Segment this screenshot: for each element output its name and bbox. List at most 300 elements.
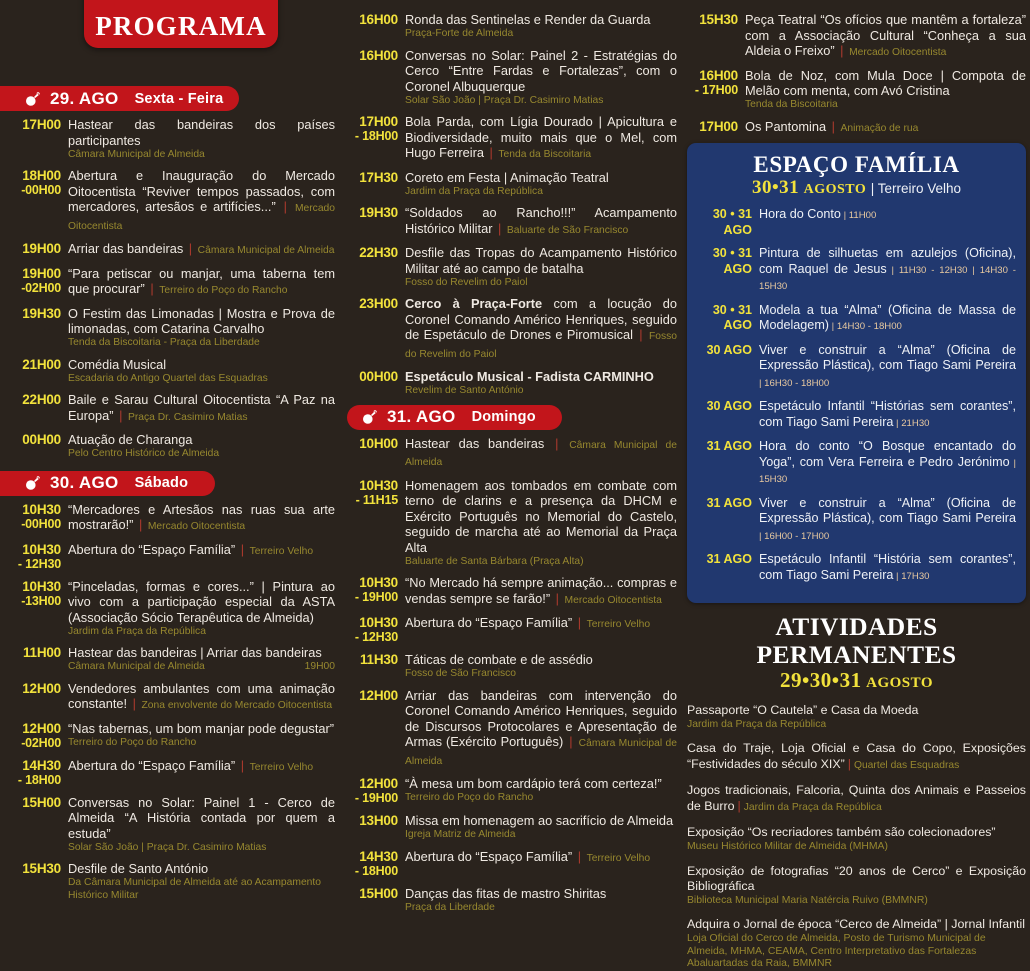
- event-item: [10, 168, 335, 234]
- espaco-familia-item-body: [759, 439, 1016, 488]
- event-body: [745, 12, 1026, 61]
- event-body: [68, 117, 335, 161]
- event-title: [405, 245, 677, 276]
- event-title: [405, 478, 677, 556]
- event-title-text: Missa em homenagem ao sacrifício de Almeida: [405, 813, 674, 828]
- event-venue-text: Baluarte de Santa Bárbara (Praça Alta): [405, 555, 584, 567]
- event-title: [405, 688, 677, 770]
- espaco-familia-item-body: [759, 246, 1016, 295]
- permanente-text-main: Adquira o Jornal de época “Cerco de Almeida” | Jornal Infantil: [687, 917, 1025, 932]
- event-title-text: Abertura do “Espaço Família”: [405, 615, 573, 630]
- events-list-continued: [347, 12, 677, 398]
- event-venue-text: Jardim da Praça da República: [68, 625, 206, 637]
- event-item: [687, 12, 1026, 61]
- espaco-familia-item-body: [759, 496, 1016, 545]
- event-item: [10, 681, 335, 714]
- event-time: 19H30: [359, 205, 398, 220]
- event-item: [347, 849, 677, 879]
- event-title-text: Abertura e Inauguração do Mercado Oitocentista “Reviver tempos passados, com mercadores, artesãos e artifícies...”: [68, 168, 335, 214]
- column-left: [0, 0, 343, 901]
- event-item: [347, 245, 677, 289]
- event-venue: [745, 99, 1026, 112]
- permanente-venue: Jardim da Praça da República: [743, 801, 882, 813]
- event-venue-text: Câmara Municipal de Almeida: [68, 148, 205, 160]
- event-body: [68, 306, 335, 350]
- permanente-item: [687, 703, 1026, 731]
- espaco-familia-item-body: [759, 303, 1016, 335]
- event-item: [10, 117, 335, 161]
- event-item: [10, 721, 335, 751]
- event-item: [10, 357, 335, 386]
- espaco-familia-item-hours: | 17H30: [893, 570, 930, 582]
- event-title-text: Baile e Sarau Cultural Oitocentista “A Paz na Europa”: [68, 392, 335, 423]
- event-title: [68, 241, 335, 259]
- event-venue-text: Terreiro do Poço do Rancho: [68, 736, 197, 748]
- event-venue-text: Pelo Centro Histórico de Almeida: [68, 448, 220, 459]
- event-time-end: - 18H00: [354, 129, 398, 143]
- espaco-familia-item: [697, 343, 1016, 392]
- permanente-item: [687, 741, 1026, 773]
- event-title-text: Abertura do “Espaço Família”: [68, 757, 236, 773]
- atividades-permanentes-title: ATIVIDADES PERMANENTES: [756, 612, 957, 669]
- event-time: 18H00 -00H00: [10, 168, 68, 198]
- day-header-29: [0, 86, 239, 111]
- event-time: 13H00: [359, 813, 398, 828]
- event-item: [347, 776, 677, 806]
- event-time: 12H00 - 19H00: [347, 776, 405, 806]
- separator-bar: |: [552, 590, 563, 606]
- espaco-familia-item-date-month: AGO: [723, 318, 752, 332]
- column-middle: [343, 0, 683, 913]
- event-venue-text: Revelim de Santo António: [405, 385, 524, 396]
- espaco-familia-item-hours: | 16H30 - 18H00: [759, 377, 830, 389]
- espaco-familia-dates: 30•31: [751, 177, 800, 198]
- event-title-text: Peça Teatral “Os ofícios que mantêm a fortaleza” com a Associação Cultural “Conheça a sua Aldeia o Freixo”: [745, 12, 1026, 58]
- event-body: [405, 652, 677, 681]
- separator-bar: |: [135, 517, 146, 532]
- event-title: [745, 12, 1026, 61]
- event-title: [68, 542, 335, 560]
- espaco-familia-item-date: 31 AGO: [706, 552, 752, 566]
- event-time: 10H30 - 12H30: [10, 542, 68, 572]
- event-venue: Zona envolvente do Mercado Oitocentista: [141, 700, 333, 711]
- event-item: [347, 205, 677, 238]
- events-list-31-continued: [687, 12, 1026, 136]
- event-item: [347, 114, 677, 163]
- event-body: [405, 615, 677, 633]
- event-venue: [405, 277, 677, 290]
- event-venue-text: Tenda da Biscoitaria - Praça da Liberdade: [68, 337, 260, 348]
- event-title-text: Danças das fitas de mastro Shiritas: [405, 885, 607, 901]
- separator-bar: |: [115, 407, 126, 423]
- event-body: [68, 392, 335, 425]
- event-venue: Mercado Oitocentista: [564, 594, 662, 606]
- event-title-text: “Para petiscar ou manjar, uma taberna tem que procurar”: [68, 265, 335, 296]
- permanente-text: [687, 703, 1026, 719]
- bomb-icon: [361, 409, 377, 425]
- event-body: [405, 478, 677, 569]
- event-time-end: - 12H30: [354, 630, 398, 644]
- espaco-familia-item-date-month: AGO: [723, 222, 752, 237]
- espaco-familia-item-text: Hora do conto “O Bosque encantado do Yoga”, com Vera Ferreira e Pedro Jerónimo: [759, 439, 1016, 469]
- event-time: 19H00: [22, 241, 61, 256]
- event-item: [10, 758, 335, 788]
- event-venue-text: Tenda da Biscoitaria: [745, 99, 838, 110]
- event-body: [68, 721, 335, 750]
- espaco-familia-item-text: Espetáculo Infantil “Histórias sem corantes”, com Tiago Sami Pereira: [759, 399, 1016, 429]
- event-title-text: “Soldados ao Rancho!!!” Acampamento Histórico Militar: [405, 205, 677, 236]
- espaco-familia-item-text: Modela a tua “Alma” (Oficina de Massa de Modelagem): [759, 302, 1016, 332]
- event-venue: [68, 448, 335, 461]
- event-title: [405, 776, 677, 792]
- event-venue: Mercado Oitocentista: [849, 47, 947, 58]
- event-time: 12H00: [22, 680, 61, 696]
- event-item: [347, 369, 677, 398]
- event-body: [405, 296, 677, 362]
- separator-bar: |: [485, 145, 497, 160]
- permanente-text: [687, 741, 1026, 773]
- event-title-text: Bola de Noz, com Mula Doce | Compota de Melão com menta, com Avó Cristina: [745, 67, 1026, 98]
- permanente-text: [687, 864, 1026, 895]
- permanente-text: [687, 825, 1026, 841]
- event-item: [10, 432, 335, 461]
- event-title-text: “No Mercado há sempre animação... compras e vendas sempre se farão!”: [405, 575, 677, 606]
- event-time-end: -00H00: [21, 516, 61, 531]
- espaco-familia-item-date: 30 AGO: [706, 399, 752, 413]
- event-title-text: O Festim das Limonadas | Mostra e Prova de limonadas, com Catarina Carvalho: [68, 305, 335, 336]
- event-venue: [405, 902, 677, 915]
- event-time: 14H30 - 18H00: [10, 758, 68, 788]
- events-list-30: [10, 502, 335, 903]
- espaco-familia-item-body: [759, 552, 1016, 584]
- permanentes-dates: 29•30•31: [779, 668, 862, 692]
- event-body: [405, 48, 677, 108]
- event-title-text: Conversas no Solar: Painel 1 - Cerco de Almeida “A História contada por quem a estuda”: [68, 794, 335, 841]
- event-title: [68, 795, 335, 842]
- event-venue: [68, 842, 335, 855]
- event-item: [10, 795, 335, 855]
- event-title: [68, 266, 335, 299]
- espaco-familia-item: [697, 246, 1016, 295]
- event-item: [347, 575, 677, 608]
- event-venue: [405, 186, 677, 199]
- permanente-venue: Biblioteca Municipal Maria Natércia Ruivo (BMMNR): [687, 894, 928, 906]
- event-title-text: Hastear das bandeiras dos países participantes: [68, 117, 335, 148]
- event-item: [347, 170, 677, 199]
- event-time: 17H00 - 18H00: [347, 114, 405, 144]
- espaco-familia-item-date: 30 • 31 AGO: [697, 303, 759, 334]
- espaco-familia-item: [697, 439, 1016, 488]
- event-title: [405, 436, 677, 471]
- event-time: 11H30: [359, 652, 398, 667]
- event-time: 21H00: [22, 356, 61, 372]
- programa-banner: [84, 0, 278, 48]
- event-item: [347, 813, 677, 842]
- event-time: 22H30: [359, 245, 398, 260]
- event-body: [68, 432, 335, 461]
- espaco-familia-item-hours: | 14H30 - 18H00: [829, 321, 902, 332]
- event-venue: [405, 829, 677, 842]
- event-body: [745, 119, 1026, 137]
- event-title-highlight: Cerco à Praça-Forte: [405, 296, 543, 311]
- event-venue: [68, 737, 335, 750]
- separator-bar: |: [574, 848, 585, 864]
- event-body: [405, 813, 677, 842]
- event-title: [405, 296, 677, 362]
- espaco-familia-item-body: [759, 207, 1016, 224]
- event-venue: Terreiro Velho: [586, 852, 651, 864]
- separator-bar: |: [574, 615, 585, 630]
- event-venue: [405, 28, 677, 41]
- permanente-text-main: Jogos tradicionais, Falcoria, Quinta dos Animais e Passeios de Burro: [687, 783, 1026, 813]
- event-title: [745, 119, 1026, 137]
- event-body: [405, 776, 677, 805]
- espaco-familia-item: [697, 552, 1016, 584]
- event-body: [68, 681, 335, 714]
- espaco-familia-subtitle: [697, 178, 1016, 199]
- event-time: 00H00: [359, 369, 398, 384]
- event-title-text: com a locução do Coronel Comando Américo Henriques, seguido de Espetáculo de Drones e Piromusical: [405, 296, 678, 342]
- espaco-familia-box: [687, 143, 1026, 603]
- event-body: [405, 114, 677, 163]
- event-title: [405, 205, 677, 238]
- event-venue-text: Escadaria do Antigo Quartel das Esquadras: [68, 372, 268, 384]
- event-title-text: Arriar das bandeiras com intervenção do Coronel Comando Américo Henriques, seguido de Discursos Protocolares e Apresentação de Armas (Exército Português): [405, 687, 677, 749]
- event-time-end: - 19H00: [354, 590, 398, 604]
- event-title-text: Conversas no Solar: Painel 2 - Estratégias do Cerco “Entre Fardas e Fortalezas”, com o Coronel Albuquerque: [405, 47, 677, 94]
- event-time: 10H30 -13H00: [10, 579, 68, 609]
- separator-bar: |: [146, 281, 158, 296]
- event-time: 15H00: [22, 794, 61, 810]
- event-venue: [68, 149, 335, 162]
- event-venue: Terreiro Velho: [249, 545, 314, 557]
- espaco-familia-item-date-month: AGO: [723, 261, 752, 276]
- day-header-31: [347, 405, 562, 430]
- event-title-text: Arriar das bandeiras: [68, 241, 184, 256]
- espaco-familia-item-hours: | 15H30: [759, 457, 1016, 485]
- event-title: [68, 392, 335, 425]
- event-title-text: Comédia Musical: [68, 356, 167, 372]
- event-item: [347, 615, 677, 645]
- day-weekday-29: Sexta - Feira: [134, 90, 224, 107]
- event-time: 10H30 -00H00: [10, 502, 68, 532]
- event-venue: Animação de rua: [840, 122, 919, 134]
- event-title: [405, 652, 677, 668]
- event-time-end: - 19H00: [354, 791, 398, 805]
- event-time: 10H30 - 12H30: [347, 615, 405, 645]
- event-time: 17H00: [22, 117, 61, 132]
- event-title-text: Táticas de combate e de assédio: [405, 652, 593, 667]
- espaco-familia-item: [697, 399, 1016, 431]
- event-title: [68, 861, 335, 877]
- event-time: 10H30 - 11H15: [347, 478, 405, 508]
- event-time: 00H00: [22, 432, 61, 447]
- event-time: 15H30: [699, 12, 738, 27]
- event-venue: [68, 877, 335, 902]
- event-title: [68, 579, 335, 626]
- separator-bar: |: [237, 757, 248, 773]
- separator-bar: |: [847, 756, 851, 771]
- espaco-familia-items: [697, 207, 1016, 584]
- event-title-text: Atuação de Charanga: [68, 432, 193, 447]
- event-venue: Baluarte de São Francisco: [506, 224, 629, 236]
- day-weekday-31: Domingo: [471, 409, 536, 425]
- espaco-familia-item-text: Viver e construir a “Alma” (Oficina de Expressão Plástica), com Tiago Sami Pereira: [759, 495, 1016, 525]
- event-time-end: - 17H00: [694, 82, 738, 97]
- event-title-text: Coreto em Festa | Animação Teatral: [405, 169, 609, 185]
- events-list-31: [347, 436, 677, 915]
- event-body: [405, 12, 677, 41]
- permanente-item: [687, 825, 1026, 853]
- day-date-29: 29. AGO: [50, 88, 119, 108]
- event-venue: [405, 792, 677, 805]
- separator-bar: |: [277, 199, 293, 214]
- event-item: [347, 652, 677, 681]
- event-time: 15H30: [22, 861, 61, 876]
- event-body: [405, 436, 677, 471]
- event-venue: [68, 373, 335, 386]
- separator-bar: |: [129, 696, 140, 711]
- event-time: 22H00: [22, 392, 61, 407]
- event-body: [745, 68, 1026, 112]
- event-body: [405, 170, 677, 199]
- event-time-end: - 12H30: [17, 556, 61, 571]
- event-venue: Mercado Oitocentista: [147, 521, 246, 532]
- event-item: [10, 542, 335, 572]
- event-title: [68, 645, 335, 661]
- separator-bar: |: [737, 798, 741, 813]
- event-venue: [68, 661, 335, 674]
- espaco-familia-item-date: 30 • 31 AGO: [697, 246, 759, 277]
- permanente-text: [687, 917, 1026, 933]
- event-venue: Câmara Municipal de Almeida: [197, 245, 335, 256]
- event-time: 19H00 -02H00: [10, 266, 68, 296]
- bomb-icon: [24, 475, 40, 491]
- event-body: [68, 502, 335, 535]
- espaco-familia-item-date: 30 • 31 AGO: [697, 207, 759, 238]
- event-title-text: “Nas tabernas, um bom manjar pode degustar”: [68, 720, 335, 736]
- event-venue: [405, 556, 677, 569]
- event-item: [10, 266, 335, 299]
- separator-bar: |: [634, 327, 647, 342]
- espaco-familia-item: [697, 303, 1016, 335]
- event-title: [405, 575, 677, 608]
- day-weekday-30: Sábado: [134, 475, 189, 491]
- event-title: [405, 369, 677, 385]
- day-header-30: [0, 471, 215, 496]
- day-date-31: 31. AGO: [387, 407, 456, 426]
- event-time: 16H00 - 17H00: [687, 68, 745, 98]
- event-venue-text: Igreja Matriz de Almeida: [405, 829, 516, 840]
- event-body: [68, 645, 335, 674]
- event-venue: [68, 626, 335, 639]
- espaco-familia-item: [697, 496, 1016, 545]
- events-list-29: [10, 117, 335, 461]
- event-venue-text: Solar São João | Praça Dr. Casimiro Matias: [405, 94, 604, 106]
- espaco-familia-item-hours: | 11H00: [840, 210, 877, 221]
- event-venue-extra-time: 19H00: [304, 661, 335, 672]
- event-venue-text: Terreiro do Poço do Rancho: [405, 792, 534, 803]
- event-body: [405, 575, 677, 608]
- event-time-end: -02H00: [21, 735, 61, 750]
- espaco-familia-title: ESPAÇO FAMÍLIA: [753, 152, 960, 177]
- event-item: [10, 306, 335, 350]
- event-venue: [405, 385, 677, 398]
- espaco-familia-item-hours: | 21H30: [893, 417, 930, 429]
- event-venue-text: Praça-Forte de Almeida: [405, 28, 514, 39]
- event-body: [68, 542, 335, 560]
- event-time: 11H00: [22, 645, 61, 660]
- event-title-text: Homenagem aos tombados em combate com terno de clarins e a presença da DHCM e Exército Português no Memorial do Castelo, seguido de marcha até ao Memorial da Praça Alta: [405, 477, 677, 555]
- event-item: [347, 48, 677, 108]
- event-title-text: Abertura do “Espaço Família”: [405, 848, 573, 864]
- event-time: 17H00: [699, 118, 738, 134]
- event-body: [405, 886, 677, 915]
- espaco-familia-item-text: Pintura de silhuetas em azulejos (Oficina), com Raquel de Jesus: [759, 246, 1016, 276]
- event-body: [405, 369, 677, 398]
- event-title: [405, 170, 677, 186]
- permanente-venue: Quartel das Esquadras: [853, 759, 960, 771]
- permanente-venue: Museu Histórico Militar de Almeida (MHMA): [687, 840, 888, 852]
- separator-bar: |: [836, 43, 848, 58]
- event-venue: Praça Dr. Casimiro Matias: [127, 411, 248, 423]
- event-item: [10, 392, 335, 425]
- event-title: [405, 849, 677, 867]
- espaco-familia-item-body: [759, 399, 1016, 431]
- event-body: [405, 849, 677, 867]
- event-title-text: Os Pantomina: [745, 118, 827, 134]
- espaco-familia-item-date: 30 AGO: [706, 342, 752, 357]
- espaco-familia-item-date: 31 AGO: [706, 495, 752, 510]
- event-title: [405, 48, 677, 95]
- espaco-familia-item-hours: | 11H30 - 12H30 | 14H30 - 15H30: [759, 264, 1016, 292]
- event-title-text: Abertura do “Espaço Família”: [68, 541, 236, 557]
- event-title-text: Hastear das bandeiras: [405, 435, 545, 451]
- event-body: [68, 357, 335, 386]
- permanente-item: [687, 783, 1026, 815]
- permanente-venue: Loja Oficial do Cerco de Almeida, Posto de Turismo Municipal de Almeida, MHMA, CEAMA, Centro Interpretativo das Fortalezas Abaluartadas da Raia, BMMNR: [687, 932, 986, 970]
- event-time: 15H00: [359, 885, 398, 901]
- separator-bar: |: [237, 541, 248, 557]
- event-item: [687, 119, 1026, 137]
- event-title-text: Vendedores ambulantes com uma animação constante!: [68, 680, 335, 711]
- event-title-text: “À mesa um bom cardápio terá com certeza!”: [405, 776, 662, 791]
- event-venue: Terreiro do Poço do Rancho: [159, 285, 288, 296]
- event-title: [405, 615, 677, 633]
- event-title-text: “Mercadores e Artesãos nas ruas sua arte mostrarão!”: [68, 501, 335, 532]
- event-venue: Câmara Municipal de Almeida: [405, 439, 677, 468]
- atividades-permanentes-subtitle: [687, 669, 1026, 694]
- separator-bar: |: [494, 220, 505, 236]
- event-time: 23H00: [359, 296, 398, 311]
- event-time: 10H30 - 19H00: [347, 575, 405, 605]
- event-title: [68, 432, 335, 448]
- bomb-icon: [24, 91, 40, 107]
- event-item: [10, 579, 335, 639]
- event-item: [10, 645, 335, 674]
- event-venue-text: Fosso de São Francisco: [405, 668, 517, 679]
- event-item: [347, 886, 677, 915]
- event-body: [68, 266, 335, 299]
- event-time-end: - 11H15: [355, 492, 398, 507]
- event-venue: Terreiro Velho: [586, 619, 651, 630]
- event-title: [405, 813, 677, 829]
- event-item: [10, 241, 335, 259]
- atividades-permanentes-items: [687, 703, 1026, 971]
- event-body: [405, 688, 677, 770]
- event-title-text: Bola Parda, com Lígia Dourado | Apicultura e Biodiversidade, muito mais que o Mel, com Hugo Ferreira: [405, 114, 677, 160]
- separator-bar: |: [546, 435, 568, 451]
